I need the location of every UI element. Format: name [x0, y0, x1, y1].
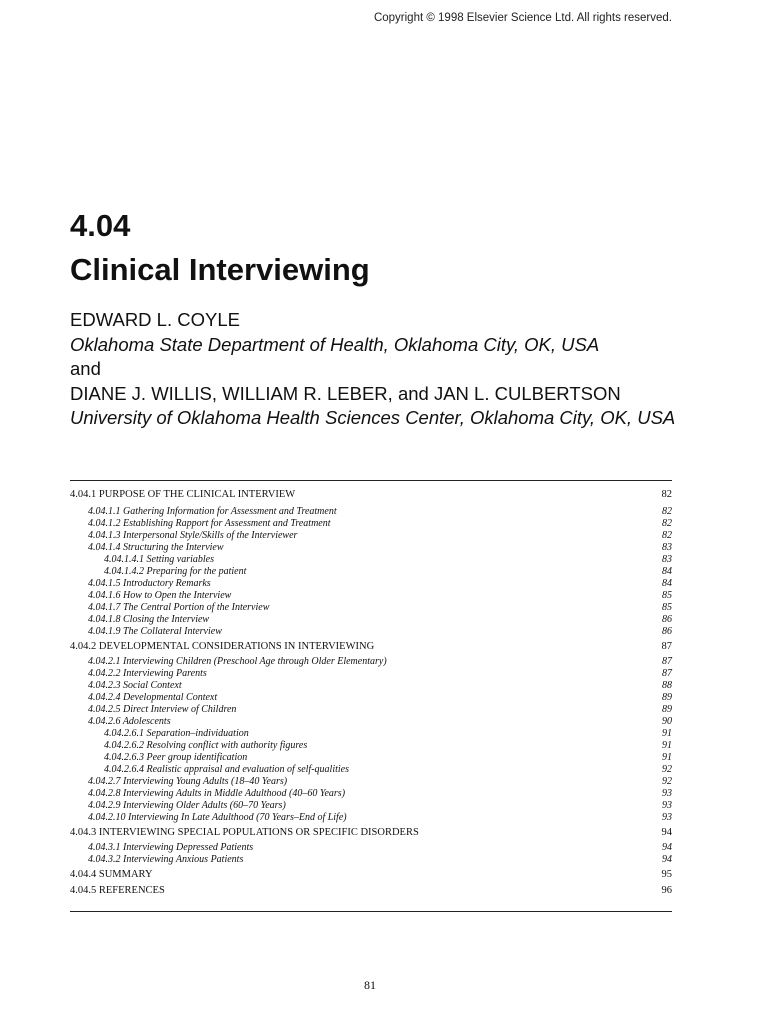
toc-entry-page: 85 — [662, 590, 672, 601]
table-of-contents — [70, 488, 672, 900]
author-conjunction: and — [70, 358, 101, 379]
toc-entry-page: 91 — [662, 740, 672, 751]
toc-entry-title: 4.04.2.6 Adolescents — [88, 716, 171, 727]
toc-entry-title: 4.04.1.1 Gathering Information for Assessment and Treatment — [88, 506, 337, 517]
toc-entry-page: 94 — [662, 854, 672, 865]
toc-entry-title: 4.04.2.8 Interviewing Adults in Middle Adulthood (40–60 Years) — [88, 788, 346, 799]
toc-entry[interactable] — [70, 530, 672, 542]
toc-entry-page: 89 — [662, 704, 672, 715]
toc-entry-page: 82 — [661, 489, 672, 500]
toc-entry-title: 4.04.3.2 Interviewing Anxious Patients — [88, 854, 244, 865]
toc-entry-title: 4.04.1.5 Introductory Remarks — [88, 578, 211, 589]
toc-entry[interactable] — [70, 800, 672, 812]
toc-entry-title: 4.04.2.4 Developmental Context — [88, 692, 218, 703]
toc-entry-page: 89 — [662, 692, 672, 703]
toc-entry-page: 91 — [662, 752, 672, 763]
toc-entry[interactable] — [70, 812, 672, 824]
toc-entry-title: 4.04.1.4.1 Setting variables — [104, 554, 214, 565]
toc-entry-page: 82 — [662, 530, 672, 541]
toc-entry[interactable] — [70, 614, 672, 626]
first-affiliation: Oklahoma State Department of Health, Oklahoma City, OK, USA — [70, 333, 600, 355]
toc-entry-page: 87 — [661, 641, 672, 652]
toc-entry[interactable] — [70, 728, 672, 740]
toc-entry-title: 4.04.1.9 The Collateral Interview — [88, 626, 222, 637]
other-affiliation: University of Oklahoma Health Sciences Center, Oklahoma City, OK, USA — [70, 407, 676, 428]
toc-entry[interactable] — [70, 626, 672, 638]
toc-entry-title: 4.04.5 REFERENCES — [70, 885, 165, 896]
toc-entry-title: 4.04.2.3 Social Context — [88, 680, 182, 691]
toc-entry-title: 4.04.2.6.1 Separation–individuation — [104, 728, 249, 739]
chapter-number: 4.04 — [70, 208, 131, 243]
toc-entry-title: 4.04.3.1 Interviewing Depressed Patients — [88, 842, 254, 853]
other-authors: DIANE J. WILLIS, WILLIAM R. LEBER, and JAN L. CULBERTSON — [70, 382, 621, 404]
toc-entry-title: 4.04.2.5 Direct Interview of Children — [88, 704, 237, 715]
toc-entry[interactable] — [70, 578, 672, 590]
toc-entry[interactable] — [70, 554, 672, 566]
toc-entry-page: 93 — [662, 788, 672, 799]
toc-entry[interactable] — [70, 488, 672, 501]
toc-entry-title: 4.04.1.8 Closing the Interview — [88, 614, 210, 625]
page-number: 81 — [364, 978, 376, 992]
toc-entry[interactable] — [70, 518, 672, 530]
toc-entry-page: 82 — [662, 518, 672, 529]
toc-entry[interactable] — [70, 668, 672, 680]
toc-entry[interactable] — [70, 506, 672, 518]
toc-entry-title: 4.04.3 INTERVIEWING SPECIAL POPULATIONS OR SPECIFIC DISORDERS — [70, 827, 419, 838]
toc-entry-page: 93 — [662, 812, 672, 823]
copyright-notice: Copyright © 1998 Elsevier Science Ltd. All rights reserved. — [373, 12, 672, 24]
toc-entry-page: 87 — [662, 668, 672, 679]
toc-entry-title: 4.04.1.2 Establishing Rapport for Assessment and Treatment — [88, 518, 331, 529]
toc-entry[interactable] — [70, 764, 672, 776]
toc-entry[interactable] — [70, 692, 672, 704]
toc-entry[interactable] — [70, 788, 672, 800]
toc-entry[interactable] — [70, 826, 672, 839]
toc-entry[interactable] — [70, 542, 672, 554]
toc-entry-page: 94 — [661, 827, 672, 838]
toc-entry-title: 4.04.1.7 The Central Portion of the Interview — [88, 602, 270, 613]
toc-entry-page: 94 — [662, 842, 672, 853]
toc-entry-title: 4.04.2.2 Interviewing Parents — [88, 668, 207, 679]
toc-entry-title: 4.04.1 PURPOSE OF THE CLINICAL INTERVIEW — [70, 489, 296, 500]
first-author: EDWARD L. COYLE — [70, 309, 240, 330]
toc-entry-title: 4.04.2.6.3 Peer group identification — [104, 752, 248, 763]
chapter-title: Clinical Interviewing — [70, 252, 370, 287]
toc-entry-page: 84 — [662, 578, 672, 589]
toc-entry-page: 93 — [662, 800, 672, 811]
toc-entry-page: 95 — [661, 869, 672, 880]
toc-entry-title: 4.04.4 SUMMARY — [70, 869, 153, 880]
toc-entry-title: 4.04.1.6 How to Open the Interview — [88, 590, 232, 601]
toc-entry-title: 4.04.2.6.2 Resolving conflict with authority figures — [104, 740, 308, 751]
toc-entry[interactable] — [70, 854, 672, 866]
toc-entry[interactable] — [70, 884, 672, 897]
toc-entry-title: 4.04.2.7 Interviewing Young Adults (18–40 Years) — [88, 776, 288, 787]
toc-entry-page: 86 — [662, 614, 672, 625]
toc-entry-page: 90 — [662, 716, 672, 727]
toc-entry[interactable] — [70, 590, 672, 602]
toc-entry-page: 86 — [662, 626, 672, 637]
toc-entry[interactable] — [70, 716, 672, 728]
toc-top-rule — [70, 480, 672, 481]
toc-entry-title: 4.04.2.9 Interviewing Older Adults (60–70 Years) — [88, 800, 286, 811]
toc-entry[interactable] — [70, 656, 672, 668]
toc-entry[interactable] — [70, 704, 672, 716]
toc-entry[interactable] — [70, 868, 672, 881]
toc-entry-title: 4.04.2 DEVELOPMENTAL CONSIDERATIONS IN INTERVIEWING — [70, 641, 375, 652]
toc-entry-page: 85 — [662, 602, 672, 613]
toc-entry-page: 88 — [662, 680, 672, 691]
toc-entry-page: 87 — [662, 656, 672, 667]
toc-entry-title: 4.04.2.1 Interviewing Children (Preschool Age through Older Elementary) — [88, 656, 387, 667]
author-block — [70, 308, 680, 431]
toc-entry[interactable] — [70, 566, 672, 578]
toc-entry-page: 91 — [662, 728, 672, 739]
toc-entry-title: 4.04.2.6.4 Realistic appraisal and evaluation of self-qualities — [104, 764, 349, 775]
toc-entry[interactable] — [70, 602, 672, 614]
toc-entry[interactable] — [70, 640, 672, 653]
toc-entry-page: 82 — [662, 506, 672, 517]
toc-entry-page: 84 — [662, 566, 672, 577]
toc-entry[interactable] — [70, 842, 672, 854]
toc-entry-page: 83 — [662, 554, 672, 565]
toc-entry-title: 4.04.2.10 Interviewing In Late Adulthood (70 Years–End of Life) — [88, 812, 347, 823]
toc-entry[interactable] — [70, 680, 672, 692]
toc-entry[interactable] — [70, 740, 672, 752]
toc-entry-page: 96 — [661, 885, 672, 896]
toc-entry-title: 4.04.1.3 Interpersonal Style/Skills of the Interviewer — [88, 530, 298, 541]
toc-entry-page: 83 — [662, 542, 672, 553]
toc-entry-title: 4.04.1.4.2 Preparing for the patient — [104, 566, 247, 577]
toc-bottom-rule — [70, 911, 672, 912]
toc-entry-page: 92 — [662, 776, 672, 787]
toc-entry[interactable] — [70, 752, 672, 764]
toc-entry[interactable] — [70, 776, 672, 788]
toc-entry-title: 4.04.1.4 Structuring the Interview — [88, 542, 224, 553]
toc-entry-page: 92 — [662, 764, 672, 775]
